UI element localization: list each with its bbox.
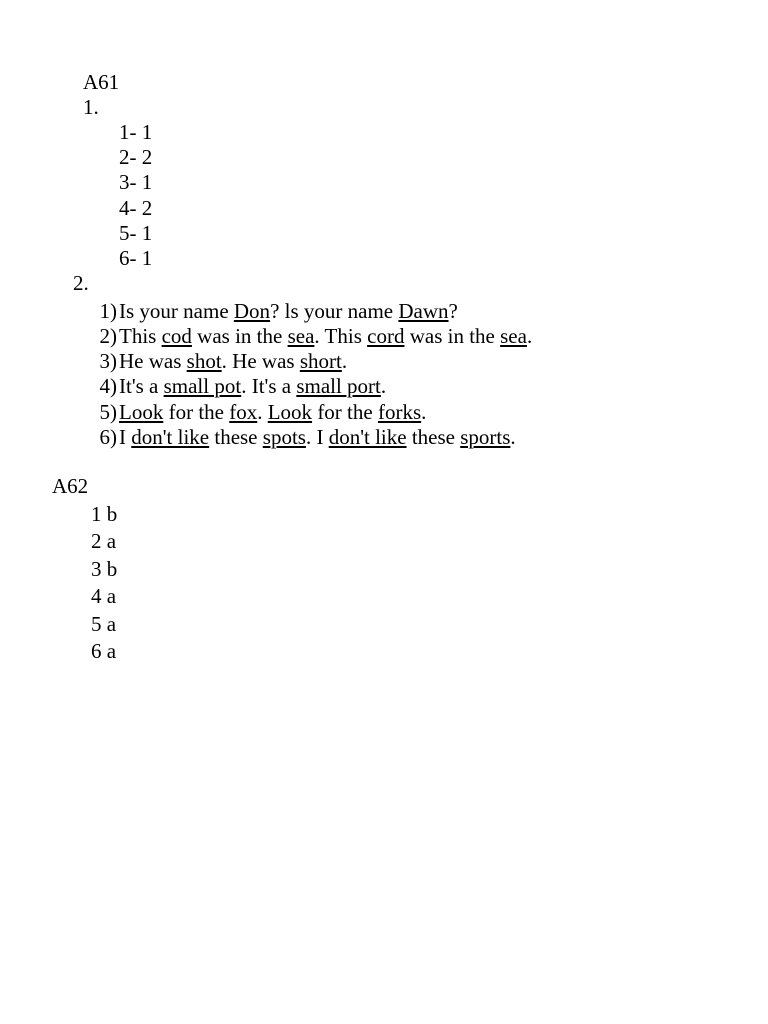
answer-item: 5- 1 [119, 221, 153, 245]
sentence-text [119, 374, 386, 398]
underlined-word: cord [367, 324, 405, 348]
underlined-word: shot [186, 349, 222, 373]
section-heading-a61: A61 [83, 70, 120, 94]
answer-item: 4- 2 [119, 196, 153, 220]
sentence-fragment: ? ls your name [270, 299, 399, 323]
sentence-number: 2) [99, 324, 117, 348]
sentence-fragment: ? [448, 299, 458, 323]
answer-item: 2 a [91, 529, 117, 553]
sentence-number: 5) [99, 400, 117, 424]
answer-item: 6 a [91, 639, 117, 663]
sentence-fragment: . This [314, 324, 368, 348]
answer-item: 3- 1 [119, 170, 153, 194]
answer-item: 3 b [91, 557, 118, 581]
sentence-fragment: This [119, 324, 162, 348]
underlined-word: Don [233, 299, 271, 323]
sentence-number: 3) [99, 349, 117, 373]
sentence-fragment: . [380, 374, 387, 398]
sentence-fragment: these [406, 425, 461, 449]
underlined-word: Dawn [398, 299, 449, 323]
sentence-fragment: for the [312, 400, 378, 424]
underlined-word: spots [262, 425, 306, 449]
underlined-word: Look [119, 400, 164, 424]
answer-item: 6- 1 [119, 246, 153, 270]
underlined-word: don't like [328, 425, 407, 449]
underlined-word: Look [267, 400, 313, 424]
underlined-word: sports [460, 425, 511, 449]
answer-item: 1 b [91, 502, 118, 526]
underlined-word: small pot [163, 374, 242, 398]
sentence-fragment: was in the [404, 324, 501, 348]
underlined-word: sea [500, 324, 527, 348]
sentence-fragment: for the [163, 400, 230, 424]
sentence-fragment: I [119, 425, 132, 449]
sentence-number: 6) [99, 425, 117, 449]
sentence-text [119, 324, 532, 348]
part-2-label: 2. [73, 271, 89, 295]
sentence-text [119, 299, 458, 323]
underlined-word: short [299, 349, 342, 373]
sentence-fragment: . [257, 400, 268, 424]
sentence-fragment: . [341, 349, 348, 373]
sentence-fragment: . [526, 324, 533, 348]
sentence-fragment: . I [305, 425, 329, 449]
sentence-fragment: . It's a [241, 374, 297, 398]
sentence-fragment: He was [119, 349, 187, 373]
underlined-word: don't like [131, 425, 210, 449]
answer-item: 2- 2 [119, 145, 153, 169]
answer-item: 4 a [91, 584, 117, 608]
underlined-word: forks [377, 400, 422, 424]
sentence-number: 1) [99, 299, 117, 323]
answer-item: 1- 1 [119, 120, 153, 144]
sentence-text [119, 400, 426, 424]
sentence-fragment: these [209, 425, 263, 449]
underlined-word: cod [161, 324, 192, 348]
sentence-number: 4) [99, 374, 117, 398]
underlined-word: sea [287, 324, 315, 348]
underlined-word: small port [296, 374, 381, 398]
sentence-fragment: was in the [191, 324, 288, 348]
sentence-text [119, 425, 516, 449]
sentence-fragment: . [510, 425, 516, 449]
answer-item: 5 a [91, 612, 117, 636]
sentence-fragment: . [421, 400, 427, 424]
part-1-label: 1. [83, 95, 99, 119]
section-heading-a62: A62 [52, 474, 89, 498]
sentence-fragment: . He was [221, 349, 300, 373]
sentence-text [119, 349, 347, 373]
sentence-fragment: It's a [119, 374, 164, 398]
underlined-word: fox [229, 400, 258, 424]
sentence-fragment: Is your name [119, 299, 234, 323]
